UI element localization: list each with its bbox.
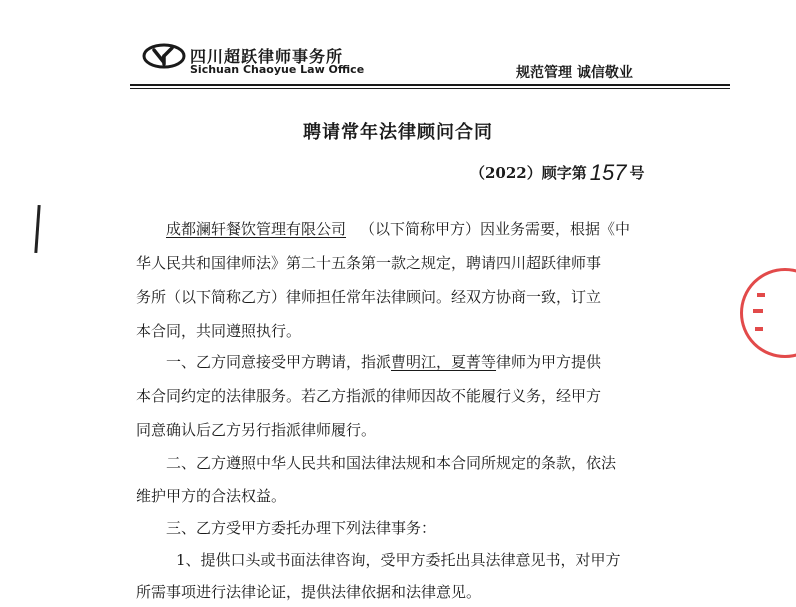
contract-title: 聘请常年法律顾问合同	[303, 122, 493, 143]
body-line: 同意确认后乙方另行指派律师履行。	[136, 421, 377, 439]
body-line: 所需事项进行法律论证，提供法律依据和法律意见。	[136, 583, 482, 601]
body-line: 华人民共和国律师法》第二十五条第一款之规定，聘请四川超跃律师事	[136, 254, 602, 272]
p2-line1-pre: 一、乙方同意接受甲方聘请，指派	[166, 353, 392, 371]
margin-pen-mark	[34, 205, 40, 253]
p5-line1: 1、提供口头或书面法律咨询，受甲方委托出具法律意见书，对甲方	[176, 551, 621, 569]
firm-name-en: Sichuan Chaoyue Law Office	[190, 63, 365, 76]
header-rule-thick	[130, 84, 730, 86]
p3-line1: 二、乙方遵照中华人民共和国法律法规和本合同所规定的条款，依法	[166, 454, 617, 472]
red-seal-stamp	[740, 268, 796, 358]
header-rule-thin	[130, 88, 730, 89]
body-line: 务所（以下简称乙方）律师担任常年法律顾问。经双方协商一致，订立	[136, 288, 602, 306]
body-line	[136, 550, 696, 570]
body-line: 本合同约定的法律服务。若乙方指派的律师因故不能履行义务，经甲方	[136, 387, 602, 405]
firm-name-cn: 四川超跃律师事务所	[190, 47, 344, 66]
p4-line1: 三、乙方受甲方委托办理下列法律事务：	[166, 519, 437, 537]
body-line: 维护甲方的合法权益。	[136, 487, 287, 505]
party-a-name: 成都澜轩餐饮管理有限公司	[166, 220, 347, 238]
p1-line1-rest: （以下简称甲方）因业务需要，根据《中	[360, 220, 631, 238]
body-line	[136, 219, 696, 239]
body-line	[136, 518, 696, 538]
body-line	[136, 352, 696, 372]
p2-line1-post: 律师为甲方提供	[496, 353, 602, 371]
body-line	[136, 453, 696, 473]
doc-number-suffix: 号	[629, 164, 645, 182]
body-line: 本合同，共同遵照执行。	[136, 322, 302, 340]
doc-number-prefix: （2022）顾字第	[470, 164, 587, 182]
firm-logo-icon	[142, 42, 186, 70]
doc-number-handwritten: 157	[589, 160, 627, 185]
assigned-lawyers: 曹明江，夏菁等	[391, 353, 497, 371]
firm-motto: 规范管理 诚信敬业	[516, 65, 633, 81]
document-number	[470, 158, 644, 184]
